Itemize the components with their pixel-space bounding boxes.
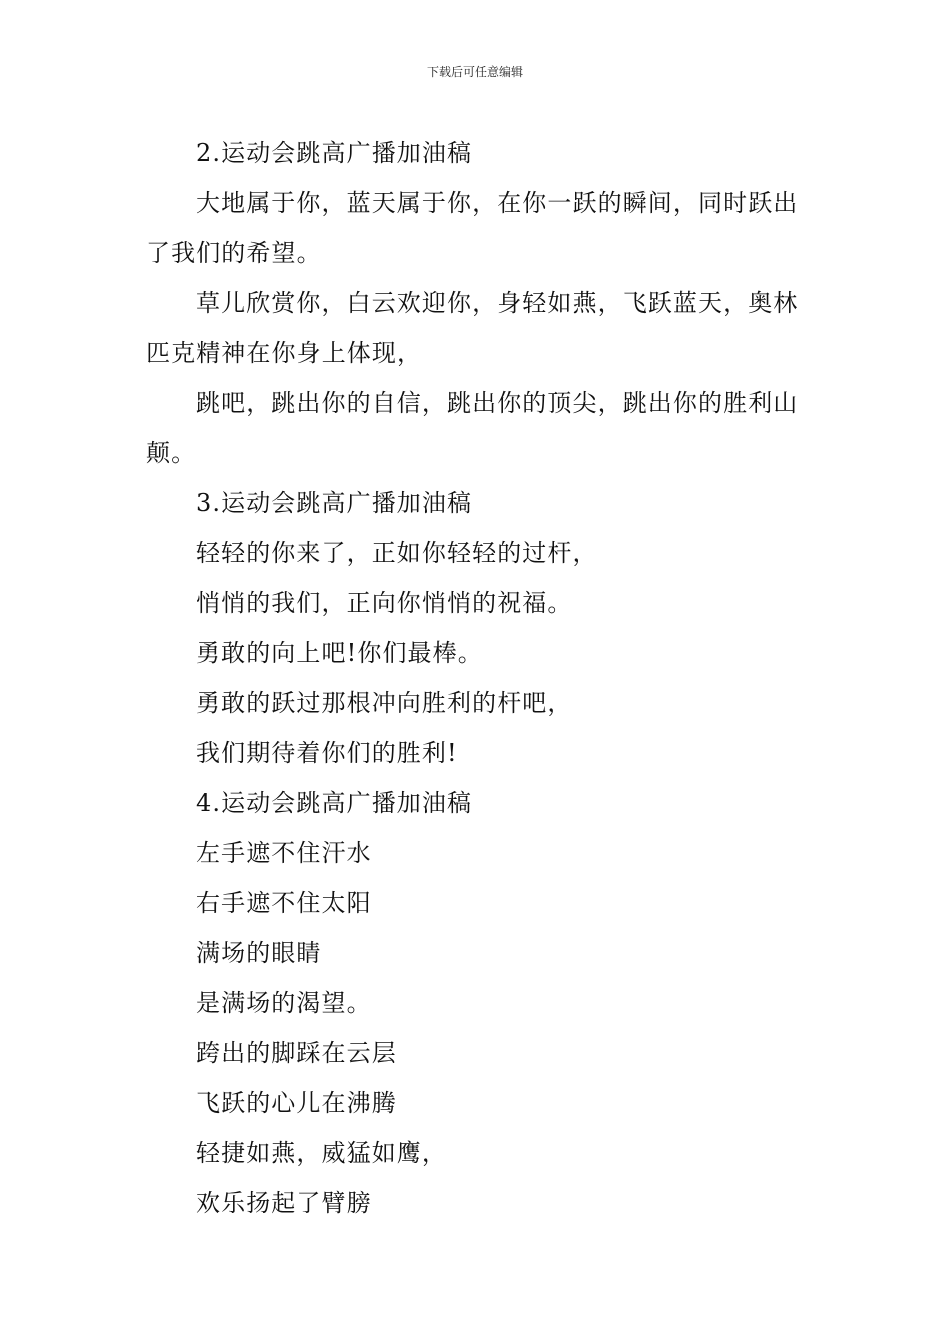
paragraph: 大地属于你，蓝天属于你，在你一跃的瞬间，同时跃出了我们的希望。 (146, 189, 799, 267)
paragraph: 轻轻的你来了，正如你轻轻的过杆， (196, 539, 598, 567)
section-heading: 2.运动会跳高广播加油稿 (196, 139, 473, 167)
paragraph: 跳吧，跳出你的自信，跳出你的顶尖，跳出你的胜利山颠。 (146, 389, 799, 467)
paragraph: 跨出的脚踩在云层 (196, 1039, 397, 1067)
paragraph: 勇敢的跃过那根冲向胜利的杆吧， (196, 689, 573, 717)
paragraph: 是满场的渴望。 (196, 989, 372, 1017)
page-header: 下载后可任意编辑 (426, 65, 523, 79)
paragraph: 欢乐扬起了臂膀 (196, 1189, 372, 1217)
paragraph: 右手遮不住太阳 (196, 889, 372, 917)
section-heading: 3.运动会跳高广播加油稿 (196, 489, 473, 517)
paragraph: 满场的眼睛 (196, 939, 322, 967)
paragraph: 勇敢的向上吧!你们最棒。 (196, 639, 483, 667)
paragraph: 悄悄的我们，正向你悄悄的祝福。 (196, 589, 573, 617)
paragraph: 左手遮不住汗水 (196, 839, 372, 867)
paragraph: 轻捷如燕，威猛如鹰， (196, 1139, 447, 1167)
section-heading: 4.运动会跳高广播加油稿 (196, 789, 473, 817)
paragraph: 我们期待着你们的胜利! (196, 739, 458, 767)
document-body (146, 128, 810, 1228)
paragraph: 飞跃的心儿在沸腾 (196, 1089, 397, 1117)
paragraph: 草儿欣赏你，白云欢迎你，身轻如燕，飞跃蓝天，奥林匹克精神在你身上体现， (146, 289, 799, 367)
